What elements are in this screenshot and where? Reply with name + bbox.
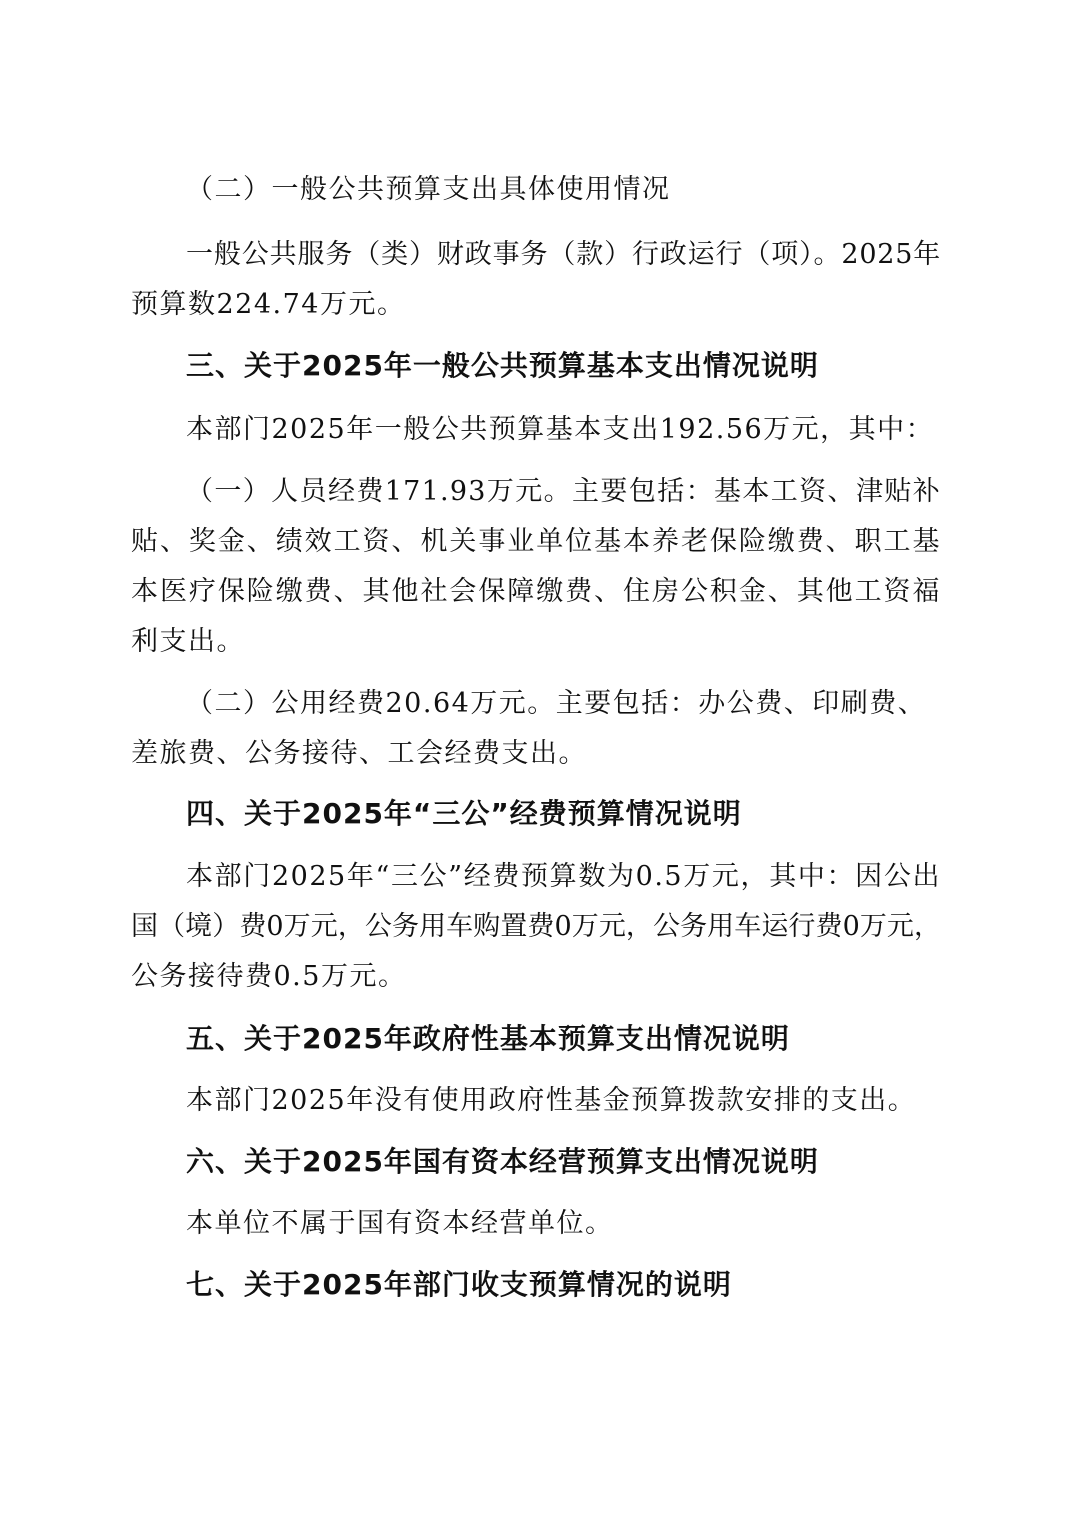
section-heading: 七、关于2025年部门收支预算情况的说明 xyxy=(186,1268,732,1301)
paragraph-line: 贴、奖金、绩效工资、机关事业单位基本养老保险缴费、职工基 xyxy=(131,526,941,557)
section-heading: 六、关于2025年国有资本经营预算支出情况说明 xyxy=(186,1145,819,1178)
paragraph-line: 公务接待费0.5万元。 xyxy=(131,961,407,992)
paragraph-line: 预算数224.74万元。 xyxy=(131,289,406,320)
paragraph-line: （二）公用经费20.64万元。主要包括：办公费、印刷费、 xyxy=(186,688,927,719)
paragraph-line: 利支出。 xyxy=(131,626,245,657)
paragraph-line: （一）人员经费171.93万元。主要包括：基本工资、津贴补 xyxy=(186,476,941,507)
paragraph-line: 一般公共服务（类）财政事务（款）行政运行（项）。2025年 xyxy=(186,239,941,270)
section-heading: 五、关于2025年政府性基本预算支出情况说明 xyxy=(186,1022,790,1055)
section-heading: 四、关于2025年“三公”经费预算情况说明 xyxy=(186,797,742,830)
paragraph-line: 本部门2025年没有使用政府性基金预算拨款安排的支出。 xyxy=(186,1085,917,1116)
paragraph-line: 本部门2025年“三公”经费预算数为0.5万元，其中：因公出 xyxy=(186,861,941,892)
paragraph-line: 本医疗保险缴费、其他社会保障缴费、住房公积金、其他工资福 xyxy=(131,576,941,607)
paragraph-line: 本部门2025年一般公共预算基本支出192.56万元，其中： xyxy=(186,414,935,445)
subsection-heading: （二）一般公共预算支出具体使用情况 xyxy=(186,174,671,205)
paragraph-line: 差旅费、公务接待、工会经费支出。 xyxy=(131,738,587,769)
section-heading: 三、关于2025年一般公共预算基本支出情况说明 xyxy=(186,349,819,382)
paragraph-line: 本单位不属于国有资本经营单位。 xyxy=(186,1208,614,1239)
paragraph-line: 国（境）费0万元，公务用车购置费0万元，公务用车运行费0万元， xyxy=(131,911,941,942)
